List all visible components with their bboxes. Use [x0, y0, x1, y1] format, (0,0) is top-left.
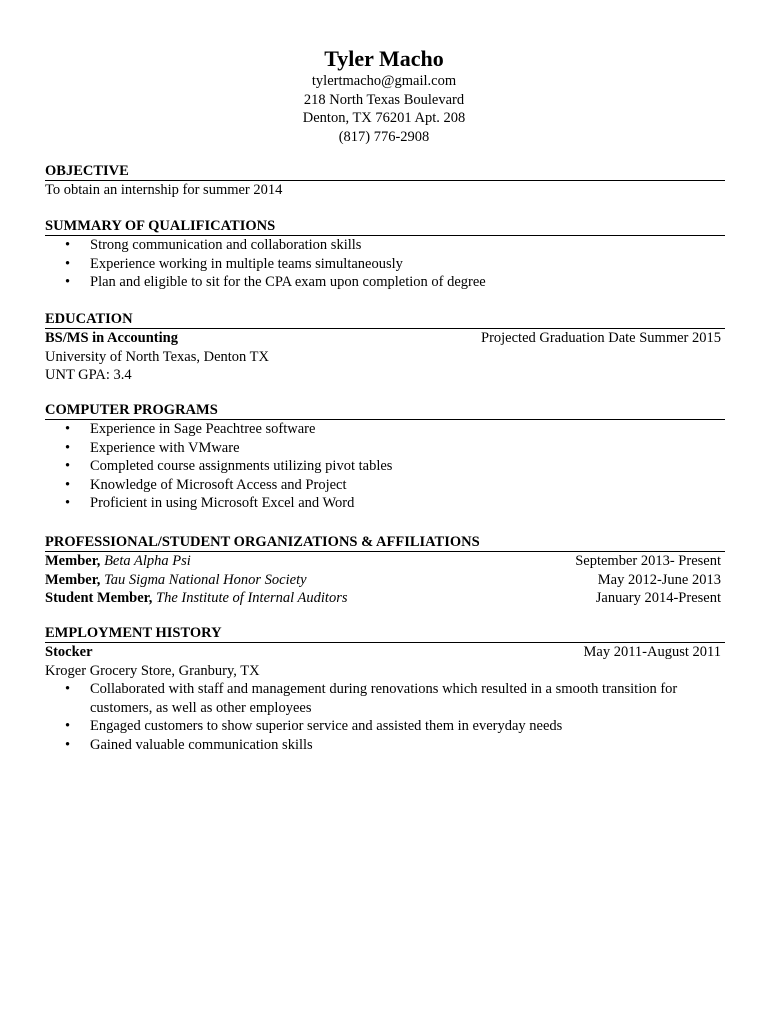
organization-row	[45, 589, 725, 608]
computer-programs-section	[45, 402, 725, 513]
position-row	[45, 643, 725, 662]
list-item: • Collaborated with staff and management during renovations which resulted in a smooth transition for customers, as well as other employees	[45, 680, 725, 717]
organization-row	[45, 571, 725, 590]
list-item: • Proficient in using Microsoft Excel and Word	[45, 494, 725, 513]
section-title: SUMMARY OF QUALIFICATIONS	[45, 218, 725, 236]
computer-programs-list	[45, 420, 725, 513]
org-name: Tau Sigma National Honor Society	[104, 571, 307, 588]
resume-header	[0, 46, 768, 146]
school: University of North Texas, Denton TX	[45, 348, 269, 365]
email: tylertmacho@gmail.com	[311, 73, 457, 89]
employer: Kroger Grocery Store, Granbury, TX	[45, 662, 260, 679]
org-role: Member,	[45, 553, 101, 569]
employment-section	[45, 625, 725, 754]
section-title: EMPLOYMENT HISTORY	[45, 625, 725, 643]
organizations-section	[45, 534, 725, 608]
org-name: Beta Alpha Psi	[104, 553, 191, 569]
list-item: • Completed course assignments utilizing pivot tables	[45, 457, 725, 476]
street-address: 218 North Texas Boulevard	[303, 91, 465, 108]
list-item: • Experience in Sage Peachtree software	[45, 420, 725, 439]
employment-duties-list	[45, 680, 725, 754]
gpa: UNT GPA: 3.4	[45, 367, 132, 383]
objective-section	[45, 163, 725, 200]
org-dates: September 2013- Present	[575, 553, 721, 569]
section-title: OBJECTIVE	[45, 163, 725, 181]
education-section	[45, 311, 725, 385]
org-dates: January 2014-Present	[595, 590, 721, 606]
degree: BS/MS in Accounting	[45, 330, 178, 346]
list-item: • Knowledge of Microsoft Access and Project	[45, 476, 725, 495]
list-item: • Strong communication and collaboration skills	[45, 236, 725, 255]
list-item: • Gained valuable communication skills	[45, 736, 725, 755]
section-title: COMPUTER PROGRAMS	[45, 402, 725, 420]
degree-row	[45, 329, 725, 348]
graduation-date: Projected Graduation Date Summer 2015	[481, 330, 721, 346]
list-item: • Experience working in multiple teams simultaneously	[45, 255, 725, 274]
section-title: EDUCATION	[45, 311, 725, 329]
org-dates: May 2012-June 2013	[597, 571, 721, 588]
org-role: Student Member,	[45, 590, 153, 606]
organization-row	[45, 552, 725, 571]
list-item: • Engaged customers to show superior service and assisted them in everyday needs	[45, 717, 725, 736]
org-name: The Institute of Internal Auditors	[156, 590, 348, 606]
qualifications-list	[45, 236, 725, 292]
job-dates: May 2011-August 2011	[583, 644, 721, 660]
qualifications-section	[45, 218, 725, 292]
objective-text: To obtain an internship for summer 2014	[45, 182, 283, 198]
candidate-name: Tyler Macho	[324, 46, 444, 71]
job-title: Stocker	[45, 644, 93, 660]
list-item: • Plan and eligible to sit for the CPA exam upon completion of degree	[45, 273, 725, 292]
phone-number: (817) 776-2908	[338, 128, 430, 145]
city-state-zip: Denton, TX 76201 Apt. 208	[302, 110, 466, 126]
org-role: Member,	[45, 571, 101, 588]
section-title: PROFESSIONAL/STUDENT ORGANIZATIONS & AFFILIATIONS	[45, 534, 725, 552]
list-item: • Experience with VMware	[45, 439, 725, 458]
